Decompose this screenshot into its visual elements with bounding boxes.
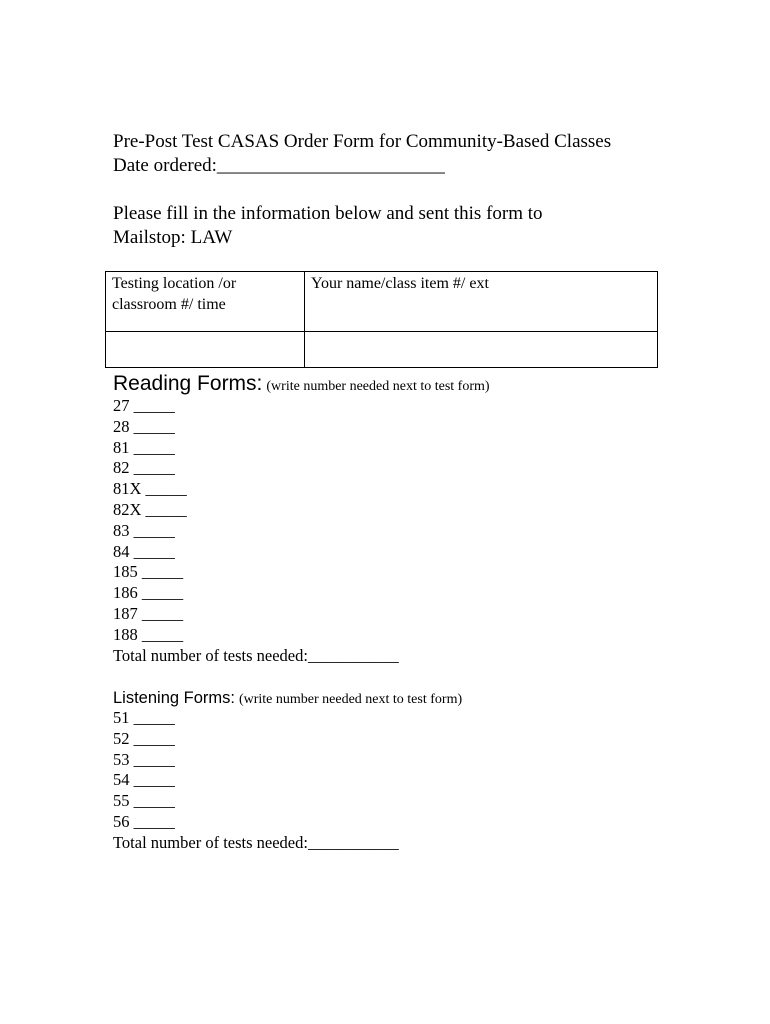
testing-location-header: Testing location /or classroom #/ time [106,272,305,332]
listening-form-item: 54 _____ [113,770,175,790]
document-title: Pre-Post Test CASAS Order Form for Community-Based Classes [113,131,612,152]
your-name-cell[interactable] [305,332,658,368]
info-table-header-row [106,272,658,332]
reading-form-item: 82X _____ [113,499,187,519]
reading-form-item: 84 _____ [113,541,175,561]
listening-forms-title: Listening Forms: [113,689,235,707]
listening-total-line: Total number of tests needed:___________ [113,832,399,852]
listening-form-item: 51 _____ [113,708,175,727]
reading-form-item: 185 _____ [113,562,184,582]
reading-form-item: 81 _____ [113,437,175,457]
reading-form-item: 28 _____ [113,416,175,436]
reading-forms-title: Reading Forms: [113,372,263,395]
instructions-line-2: Mailstop: LAW [113,227,233,248]
listening-form-item: 55 _____ [113,791,175,811]
listening-forms-note: (write number needed next to test form) [238,692,463,707]
testing-location-cell[interactable] [106,332,305,368]
instructions-line-1: Please fill in the information below and sent this form to [113,203,543,224]
reading-forms-list [113,396,399,666]
your-name-header: Your name/class item #/ ext [305,272,658,332]
date-ordered-line: Date ordered:________________________ [113,155,445,176]
listening-form-item: 52 _____ [113,728,175,748]
reading-form-item: 188 _____ [113,624,184,644]
reading-form-item: 186 _____ [113,583,184,603]
instructions [113,202,658,250]
listening-forms-list [113,708,399,854]
reading-form-item: 81X _____ [113,479,187,499]
reading-form-item: 187 _____ [113,603,184,623]
listening-form-item: 53 _____ [113,749,175,769]
info-table-entry-row [106,332,658,368]
reading-form-item: 27 _____ [113,396,175,415]
reading-form-item: 83 _____ [113,520,175,540]
reading-form-item: 82 _____ [113,458,175,478]
info-table [105,271,658,368]
listening-form-item: 56 _____ [113,811,175,831]
reading-total-line: Total number of tests needed:___________ [113,645,399,665]
reading-forms-note: (write number needed next to test form) [266,379,490,394]
